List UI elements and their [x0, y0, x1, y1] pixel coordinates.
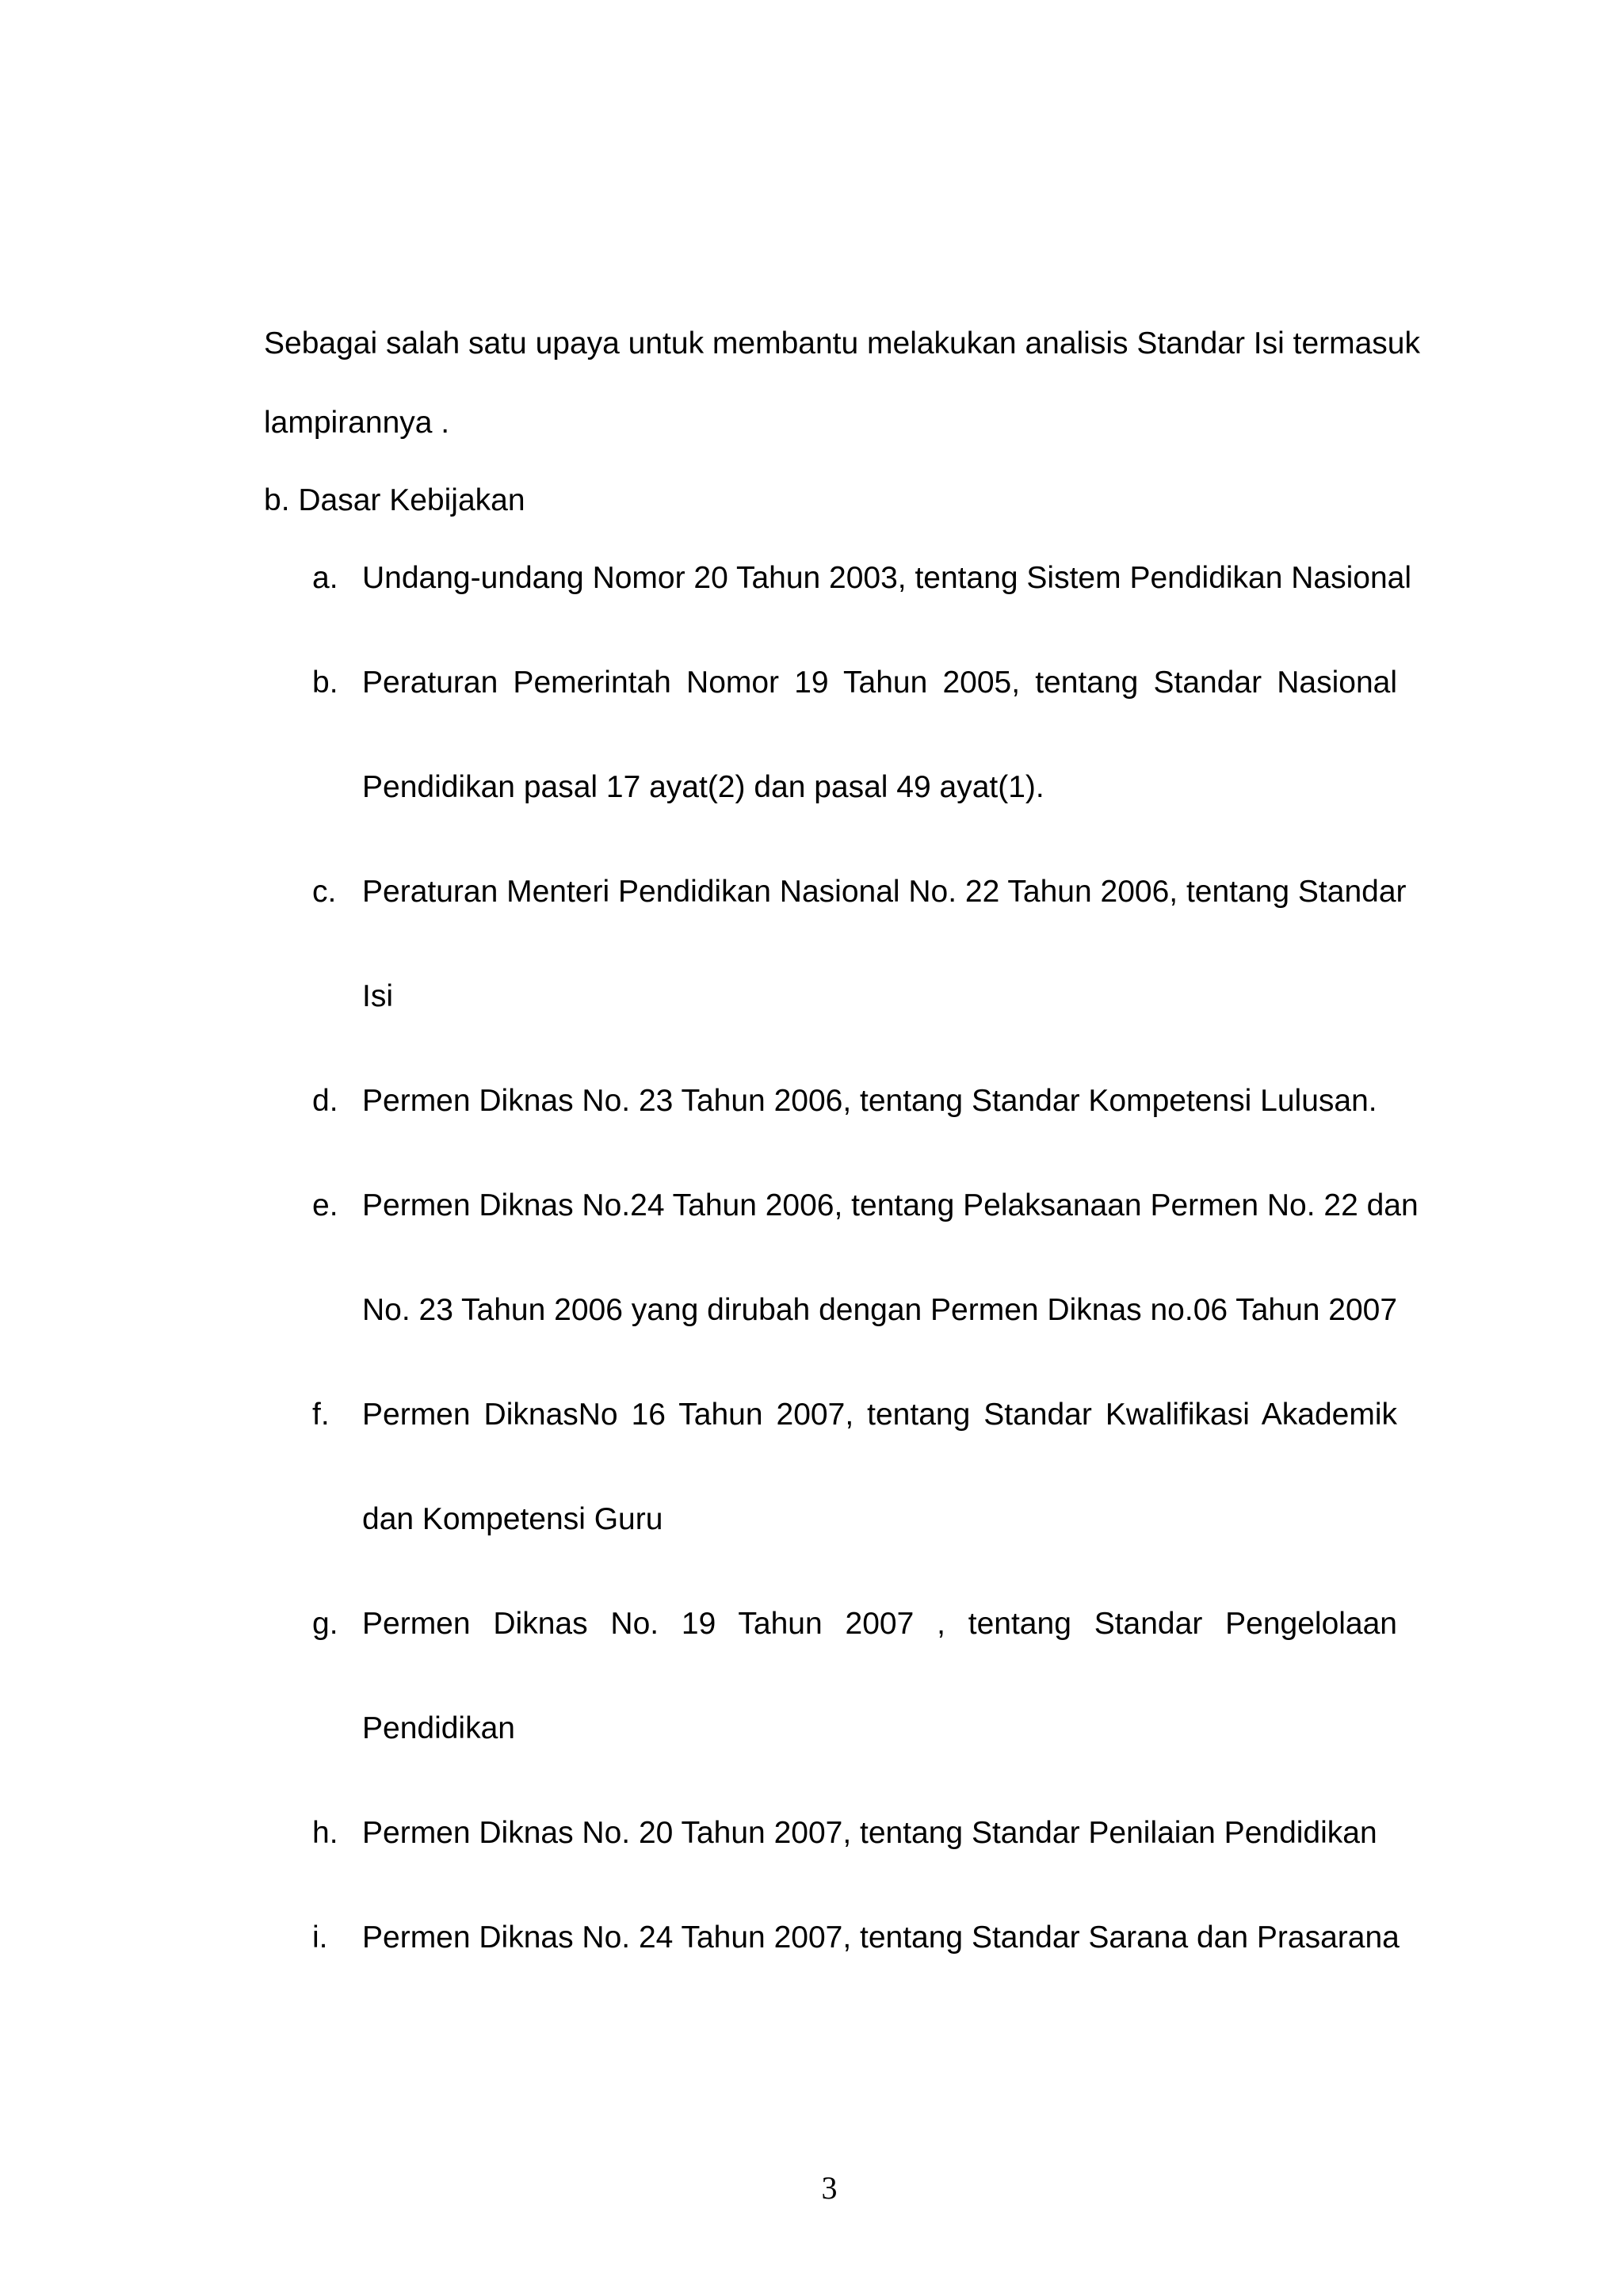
list-marker-a: a. — [312, 561, 338, 595]
list-marker-i: i. — [312, 1920, 328, 1955]
list-item-e-line-2: No. 23 Tahun 2006 yang dirubah dengan Permen Diknas no.06 Tahun 2007 — [362, 1293, 1398, 1327]
intro-line-1: Sebagai salah satu upaya untuk membantu melakukan analisis Standar Isi termasuk — [264, 326, 1420, 360]
list-marker-h: h. — [312, 1816, 338, 1850]
list-item-e-line-1: Permen Diknas No.24 Tahun 2006, tentang Pelaksanaan Permen No. 22 dan — [362, 1188, 1419, 1222]
list-marker-g: g. — [312, 1607, 338, 1641]
list-item-f-line-2: dan Kompetensi Guru — [362, 1502, 663, 1536]
list-item-c-line-2: Isi — [362, 979, 393, 1013]
list-marker-b: b. — [312, 666, 338, 700]
page-number: 3 — [821, 2170, 838, 2206]
list-item-b-line-2: Pendidikan pasal 17 ayat(2) dan pasal 49 ayat(1). — [362, 770, 1044, 804]
list-item-b-line-1: Peraturan Pemerintah Nomor 19 Tahun 2005, tentang Standar Nasional — [362, 666, 1397, 700]
list-marker-c: c. — [312, 875, 337, 909]
list-marker-f: f. — [312, 1398, 330, 1432]
list-item-g-line-1: Permen Diknas No. 19 Tahun 2007 , tentang Standar Pengelolaan — [362, 1607, 1397, 1641]
list-item-g-line-2: Pendidikan — [362, 1711, 515, 1745]
list-item-c-line-1: Peraturan Menteri Pendidikan Nasional No. 22 Tahun 2006, tentang Standar — [362, 875, 1407, 909]
list-item-i-line-1: Permen Diknas No. 24 Tahun 2007, tentang Standar Sarana dan Prasarana — [362, 1920, 1400, 1955]
list-item-h-line-1: Permen Diknas No. 20 Tahun 2007, tentang Standar Penilaian Pendidikan — [362, 1816, 1377, 1850]
list-item-d-line-1: Permen Diknas No. 23 Tahun 2006, tentang Standar Kompetensi Lulusan. — [362, 1084, 1377, 1118]
list-marker-d: d. — [312, 1084, 338, 1118]
intro-line-2: lampirannya . — [264, 406, 450, 440]
list-marker-e: e. — [312, 1188, 338, 1222]
list-item-f-line-1: Permen DiknasNo 16 Tahun 2007, tentang Standar Kwalifikasi Akademik — [362, 1398, 1397, 1432]
list-item-a-line-1: Undang-undang Nomor 20 Tahun 2003, tentang Sistem Pendidikan Nasional — [362, 561, 1412, 595]
section-heading: b. Dasar Kebijakan — [264, 483, 525, 517]
